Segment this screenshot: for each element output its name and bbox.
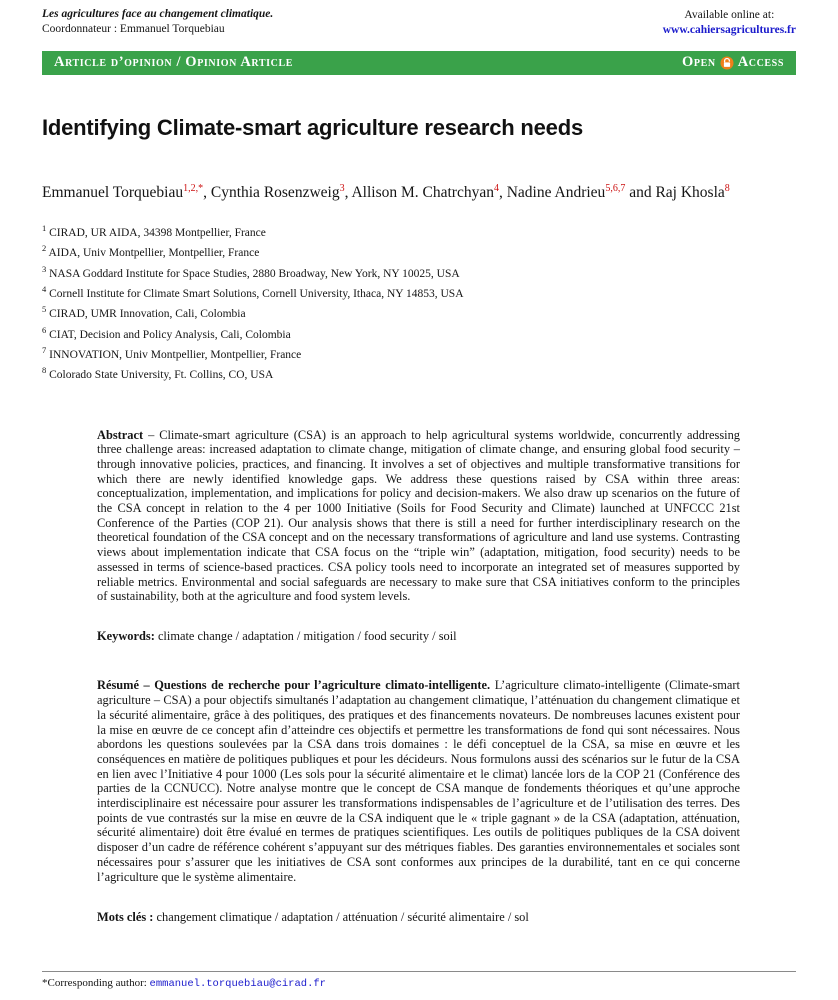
series-title: Les agricultures face au changement climatique.	[42, 8, 274, 20]
corresponding-author-label: *Corresponding author:	[42, 977, 147, 989]
author-name: Raj Khosla$^8$	[655, 182, 730, 201]
affiliation-text: Colorado State University, Ft. Collins, CO, USA	[49, 369, 274, 382]
affiliation-item	[42, 363, 796, 383]
author-separator: ,	[203, 183, 211, 201]
author-affiliation-sup: 1,2,*	[183, 182, 204, 194]
series-coordinator: Coordonnateur : Emmanuel Torquebiau	[42, 23, 225, 35]
mots-cles-label: Mots clés :	[97, 909, 154, 924]
affiliation-item	[42, 302, 796, 322]
affiliation-number: 6	[42, 324, 47, 335]
availability-info	[663, 8, 796, 38]
author-name: Allison M. Chatrchyan$^4$,	[351, 182, 507, 201]
author-name: Nadine Andrieu$^{5,6,7}$ and	[506, 182, 656, 201]
affiliation-item	[42, 221, 796, 241]
author-list	[42, 178, 742, 203]
resume-paragraph	[97, 678, 740, 884]
affiliation-text: NASA Goddard Institute for Space Studies, 2880 Broadway, New York, NY 10025, USA	[49, 267, 460, 280]
open-access-badge	[682, 54, 784, 71]
author-affiliation-sup: 5,6,7	[605, 182, 626, 194]
author-affiliation-sup: 3	[339, 182, 345, 194]
affiliation-text: CIAT, Decision and Policy Analysis, Cali, Colombia	[49, 328, 291, 341]
available-online-label: Available online at:	[684, 9, 775, 21]
resume-label: Résumé – Questions de recherche pour l’agriculture climato-intelligente.	[97, 678, 491, 693]
author-name: Cynthia Rosenzweig$^3$,	[210, 182, 352, 201]
affiliation-number: 4	[42, 283, 47, 294]
open-access-lock-icon	[720, 56, 734, 70]
article-type-label: Article d’opinion / Opinion Article	[54, 54, 293, 70]
series-info	[42, 8, 273, 35]
affiliation-number: 7	[42, 344, 47, 355]
affiliation-item	[42, 262, 796, 282]
affiliation-list	[42, 221, 796, 384]
author-name: Emmanuel Torquebiau$^{1,2,*}$,	[42, 182, 211, 201]
open-access-access-word: Access	[737, 54, 784, 70]
affiliation-item	[42, 343, 796, 363]
author-separator: and	[625, 183, 656, 201]
page-header	[42, 8, 796, 38]
abstract-paragraph	[97, 428, 740, 604]
affiliation-text: Cornell Institute for Climate Smart Solutions, Cornell University, Ithaca, NY 14853, USA	[49, 287, 464, 300]
author-separator: ,	[498, 183, 507, 201]
keywords-label: Keywords:	[97, 629, 155, 644]
author-affiliation-sup: 4	[493, 182, 499, 194]
affiliation-text: INNOVATION, Univ Montpellier, Montpellier, France	[49, 348, 302, 361]
keywords-line	[97, 629, 740, 644]
affiliation-item	[42, 241, 796, 261]
affiliation-number: 5	[42, 304, 47, 315]
affiliation-text: AIDA, Univ Montpellier, Montpellier, France	[48, 247, 260, 260]
keywords-text: climate change / adaptation / mitigation / food security / soil	[157, 629, 457, 644]
article-title: Identifying Climate-smart agriculture research needs	[42, 115, 583, 140]
article-type-banner	[42, 51, 796, 75]
affiliation-number: 3	[42, 263, 47, 274]
affiliation-item	[42, 282, 796, 302]
affiliation-text: CIRAD, UMR Innovation, Cali, Colombia	[49, 308, 246, 321]
affiliation-text: CIRAD, UR AIDA, 34398 Montpellier, France	[49, 226, 266, 239]
journal-url-link[interactable]: www.cahiersagricultures.fr	[662, 24, 796, 36]
affiliation-item	[42, 323, 796, 343]
corresponding-author-footnote	[42, 971, 796, 990]
mots-cles-line	[97, 910, 740, 925]
affiliation-number: 1	[42, 222, 47, 233]
abstract-label: Abstract	[97, 427, 144, 442]
abstract-text: – Climate-smart agriculture (CSA) is an approach to help agricultural systems worldwide, concurrently addressing three challenge areas: increased adaptation to climate change, mitigation of climate change, and ensuring global food security – through innovative policies, practices, and financing. It involves a set of objectives and multiple transformative transitions for which there are newly identified knowledge gaps. We address these questions raised by CSA within three areas: conceptualization, implementation, and implications for policy and decision-makers. We also draw up scenarios on the future of the CSA concept in relation to the 4 per 1000 Initiative (Soils for Food Security and Climate) launched at UNFCCC 21st Conference of the Parties (COP 21). Our analysis shows that there is still a need for further interdisciplinary research on the theoretical foundation of the CSA concept and on the necessary transformations of agriculture and land use systems. Contrasting views about implementation indicate that CSA focus on the “triple win” (adaptation, mitigation, food security) needs to be assessed in terms of science-based practices. CSA policy tools need to incorporate an integrated set of measures supported by reliable metrics. Environmental and social safeguards are necessary to make sure that CSA initiatives conform to the principles of sustainability, both at the agriculture and food system levels.	[97, 427, 740, 604]
mots-cles-text: changement climatique / adaptation / atténuation / sécurité alimentaire / sol	[156, 909, 529, 924]
affiliation-number: 8	[42, 365, 47, 376]
affiliation-number: 2	[42, 243, 47, 254]
resume-text: L’agriculture climato-intelligente (Climate-smart agriculture – CSA) a pour objectifs simultanés l’adaptation au changement climatique, l’atténuation du changement climatique et la sécurité alimentaire, grâce à des politiques, des pratiques et des financements novateurs. De nombreuses lacunes existent pour la mise en œuvre de ce concept afin d’atteindre ces objectifs et permettre les transformations de fond qui sont nécessaires. Nous abordons les questions soulevées par la CSA dans trois domaines : le défi conceptuel de la CSA, sa mise en œuvre et les conséquences en matière de politiques publiques et pour les décideurs. Nous formulons aussi des scénarios sur le futur de la CSA en lien avec l’Initiative 4 pour 1000 (Les sols pour la sécurité alimentaire et le climat) lancée lors de la COP 21 (Conférence des parties de la CCNUCC). Notre analyse montre que le concept de CSA manque de fondements théoriques et qu’une approche interdisciplinaire est nécessaire pour assurer les transformations indispensables de l’agriculture et de l’utilisation des terres. Des points de vue contrastés sur la mise en œuvre de la CSA indiquent que le « triple gagnant » de la CSA (adaptation, atténuation, sécurité alimentaire) doit être évalué en termes de pratiques scientifiques. Les outils de politiques publiques de la CSA doivent disposer d’un cadre de référence cohérent s’appuyant sur des métriques fiables. Des garanties environnementales et sociales sont nécessaires pour s’assurer que les initiatives de CSA sont conformes aux principes de la durabilité, tant en ce qui concerne l’agriculture que le système alimentaire.	[97, 678, 740, 884]
author-separator: ,	[344, 183, 352, 201]
corresponding-author-email-link[interactable]: emmanuel.torquebiau@cirad.fr	[149, 978, 326, 990]
open-access-open-word: Open	[682, 54, 716, 70]
author-affiliation-sup: 8	[724, 182, 730, 194]
